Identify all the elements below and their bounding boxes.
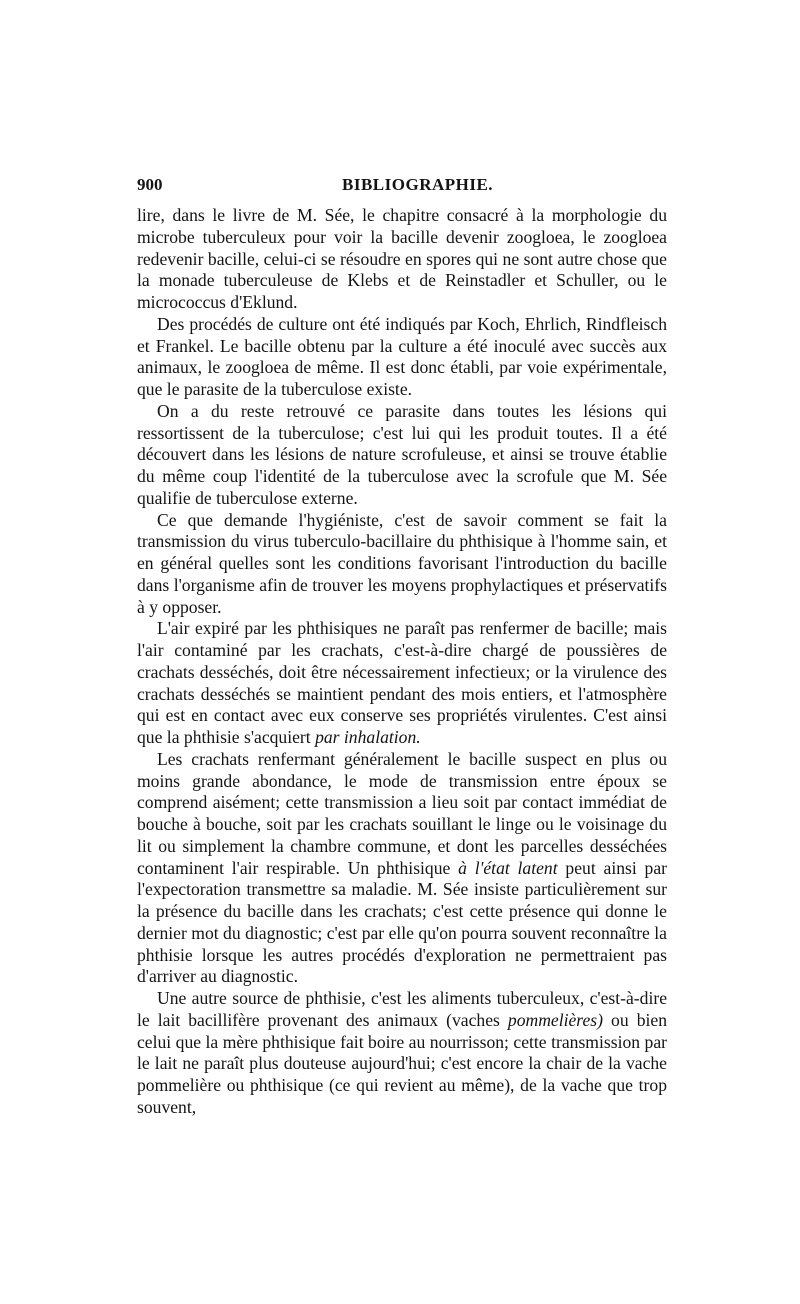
paragraph-text: Une autre source de phthisie, c'est les aliments tuberculeux, c'est-à-dire le lait bacillifère provenant des animaux (vaches (137, 988, 667, 1030)
running-head (137, 175, 667, 201)
paragraph-lesions: On a du reste retrouvé ce parasite dans toutes les lésions qui ressortissent de la tuberculose; c'est lui qui les produit toutes. Il a été découvert dans les lésions de nature scrofuleuse, et ainsi se trouve établie du même coup l'identité de la tuberculose avec la scrofule que M. Sée qualifie de tuberculose externe. (137, 400, 667, 508)
paragraph-text: L'air expiré par les phthisiques ne paraît pas renfermer de bacille; mais l'air contaminé par les crachats, c'est-à-dire chargé de poussières de crachats desséchés, doit être nécessairement infectieux; or la virulence des crachats desséchés se maintient pendant des mois entiers, et l'atmosphère qui est en contact avec eux conserve ses propriétés virulentes. C'est ainsi que la phthisie s'acquiert (137, 618, 667, 747)
emphasis-text: à l'état latent (458, 857, 558, 878)
paragraph-text: Les crachats renfermant généralement le bacille suspect en plus ou moins grande abondance, le mode de transmission entre époux se comprend aisément; cette transmission a lieu soit par contact immédiat de bouche à bouche, soit par les crachats souillant le linge ou le voisinage du lit ou simplement la chambre commune, et dont les parcelles desséchées contaminent l'air respirable. Un phthisique (137, 748, 667, 878)
paragraph-culture: Des procédés de culture ont été indiqués par Koch, Ehrlich, Rindfleisch et Frankel. Le bacille obtenu par la culture a été inoculé avec succès aux animaux, le zoogloea de même. Il est donc établi, par voie expérimentale, que le parasite de la tuberculose existe. (137, 313, 667, 399)
paragraph-hygiene: Ce que demande l'hygiéniste, c'est de savoir comment se fait la transmission du virus tuberculo-bacillaire du phthisique à l'homme sain, et en général quelles sont les conditions favorisant l'introduction du bacille dans l'organisme afin de trouver les moyens prophylactiques et préservatifs à y opposer. (137, 509, 667, 617)
paragraph-inhalation (137, 618, 667, 749)
paragraph-text: peut ainsi par l'expectoration transmettre sa maladie. M. Sée insiste particulièrement sur la présence du bacille dans les crachats; c'est cette présence qui donne le dernier mot du diagnostic; c'est par elle qu'on pourra souvent reconnaître la phthisie lorsque les autres procédés d'exploration ne permettraient pas d'arriver au diagnostic. (137, 857, 667, 987)
paragraph-crachats (137, 749, 667, 988)
paragraph-text: ou bien celui que la mère phthisique fait boire au nourrisson; cette transmission par le lait ne paraît plus douteuse aujourd'hui; c'est encore la chair de la vache pommelière ou phthisique (ce qui revient au même), de la vache que trop souvent, (137, 1009, 667, 1117)
paragraph-continued: lire, dans le livre de M. Sée, le chapitre consacré à la morphologie du microbe tuberculeux pour voir la bacille devenir zoogloea, le zoogloea redevenir bacille, celui-ci se résoudre en spores qui ne sont autre chose que la monade tuberculeuse de Klebs et de Reinstadler et Schuller, ou le micrococcus d'Eklund. (137, 205, 667, 312)
emphasis-text: pommelières) (507, 1009, 604, 1030)
emphasis-text: par inhalation. (315, 727, 421, 747)
paragraph-aliments (137, 988, 667, 1119)
page-number: 900 (137, 175, 163, 194)
running-title: BIBLIOGRAPHIE. (342, 175, 494, 194)
body-text (137, 205, 667, 1119)
